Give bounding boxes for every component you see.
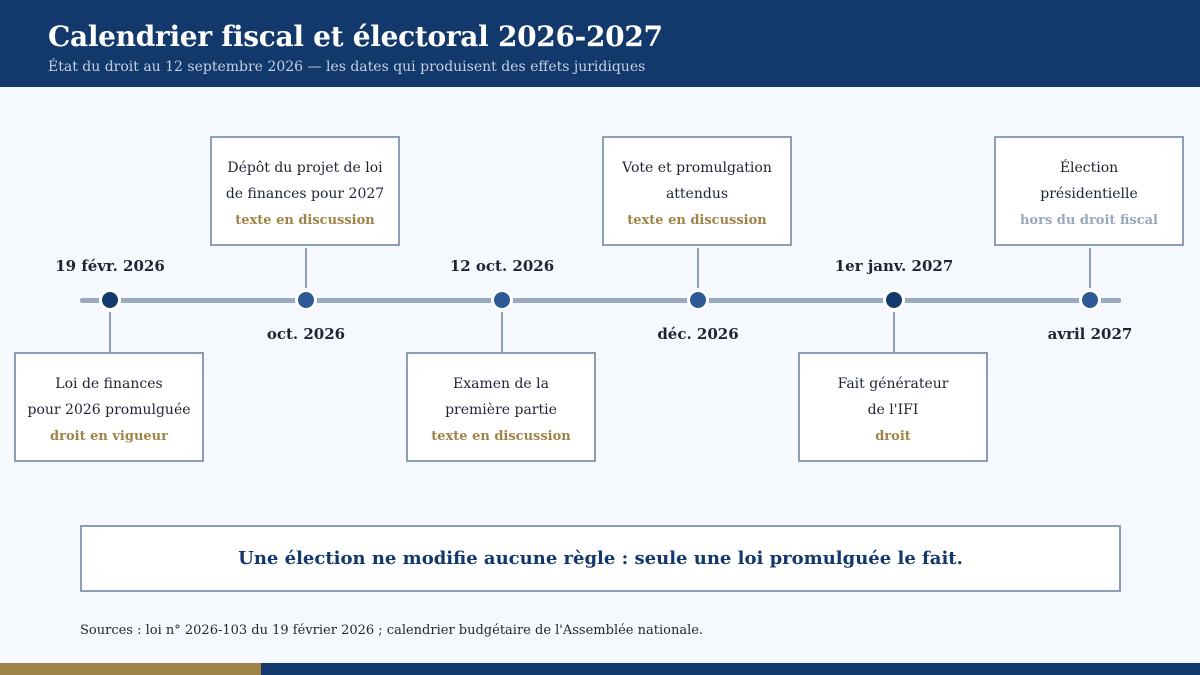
event-card: [406, 352, 596, 462]
event-connector: [1089, 248, 1091, 288]
event-status: texte en discussion: [431, 429, 571, 444]
event-label: Fait générateur de l'IFI: [837, 376, 949, 418]
footer-bar-navy: [261, 663, 1200, 675]
timeline-axis: [80, 298, 1121, 303]
timeline-node: [99, 289, 121, 311]
event-status: texte en discussion: [627, 213, 767, 228]
page-title: Calendrier fiscal et électoral 2026-2027: [48, 20, 663, 53]
event-date: 19 févr. 2026: [55, 257, 165, 275]
event-card: [994, 136, 1184, 246]
event-label: Élection présidentielle: [1040, 160, 1138, 202]
event-status: droit: [875, 429, 911, 444]
event-connector: [109, 312, 111, 352]
event-card: [602, 136, 792, 246]
event-status: droit en vigueur: [50, 429, 168, 444]
event-label: Dépôt du projet de loi de finances pour 2027: [225, 160, 385, 202]
event-label: Vote et promulgation attendus: [622, 160, 772, 202]
timeline-node: [883, 289, 905, 311]
event-card: [14, 352, 204, 462]
event-connector: [893, 312, 895, 352]
conclusion-box: [80, 525, 1121, 592]
event-date: déc. 2026: [657, 325, 739, 343]
sources-note: Sources : loi n° 2026-103 du 19 février 2026 ; calendrier budgétaire de l'Assemblée nationale.: [80, 623, 704, 638]
event-label: Examen de la première partie: [445, 376, 557, 418]
event-date: oct. 2026: [266, 325, 346, 343]
event-connector: [305, 248, 307, 288]
page-subtitle: État du droit au 12 septembre 2026 — les dates qui produisent des effets juridiques: [48, 59, 646, 75]
event-connector: [501, 312, 503, 352]
event-card: [798, 352, 988, 462]
event-label: Loi de finances pour 2026 promulguée: [27, 376, 191, 418]
conclusion-text: Une élection ne modifie aucune règle : seule une loi promulguée le fait.: [238, 548, 963, 569]
event-connector: [697, 248, 699, 288]
event-date: avril 2027: [1047, 325, 1133, 343]
event-status: hors du droit fiscal: [1019, 213, 1158, 228]
timeline-node: [1079, 289, 1101, 311]
event-date: 12 oct. 2026: [449, 257, 555, 275]
timeline-node: [295, 289, 317, 311]
footer-bar-gold: [0, 663, 261, 675]
event-card: [210, 136, 400, 246]
timeline-node: [491, 289, 513, 311]
header-banner: [0, 0, 1200, 87]
timeline-node: [687, 289, 709, 311]
event-status: texte en discussion: [235, 213, 375, 228]
event-date: 1er janv. 2027: [834, 257, 954, 275]
